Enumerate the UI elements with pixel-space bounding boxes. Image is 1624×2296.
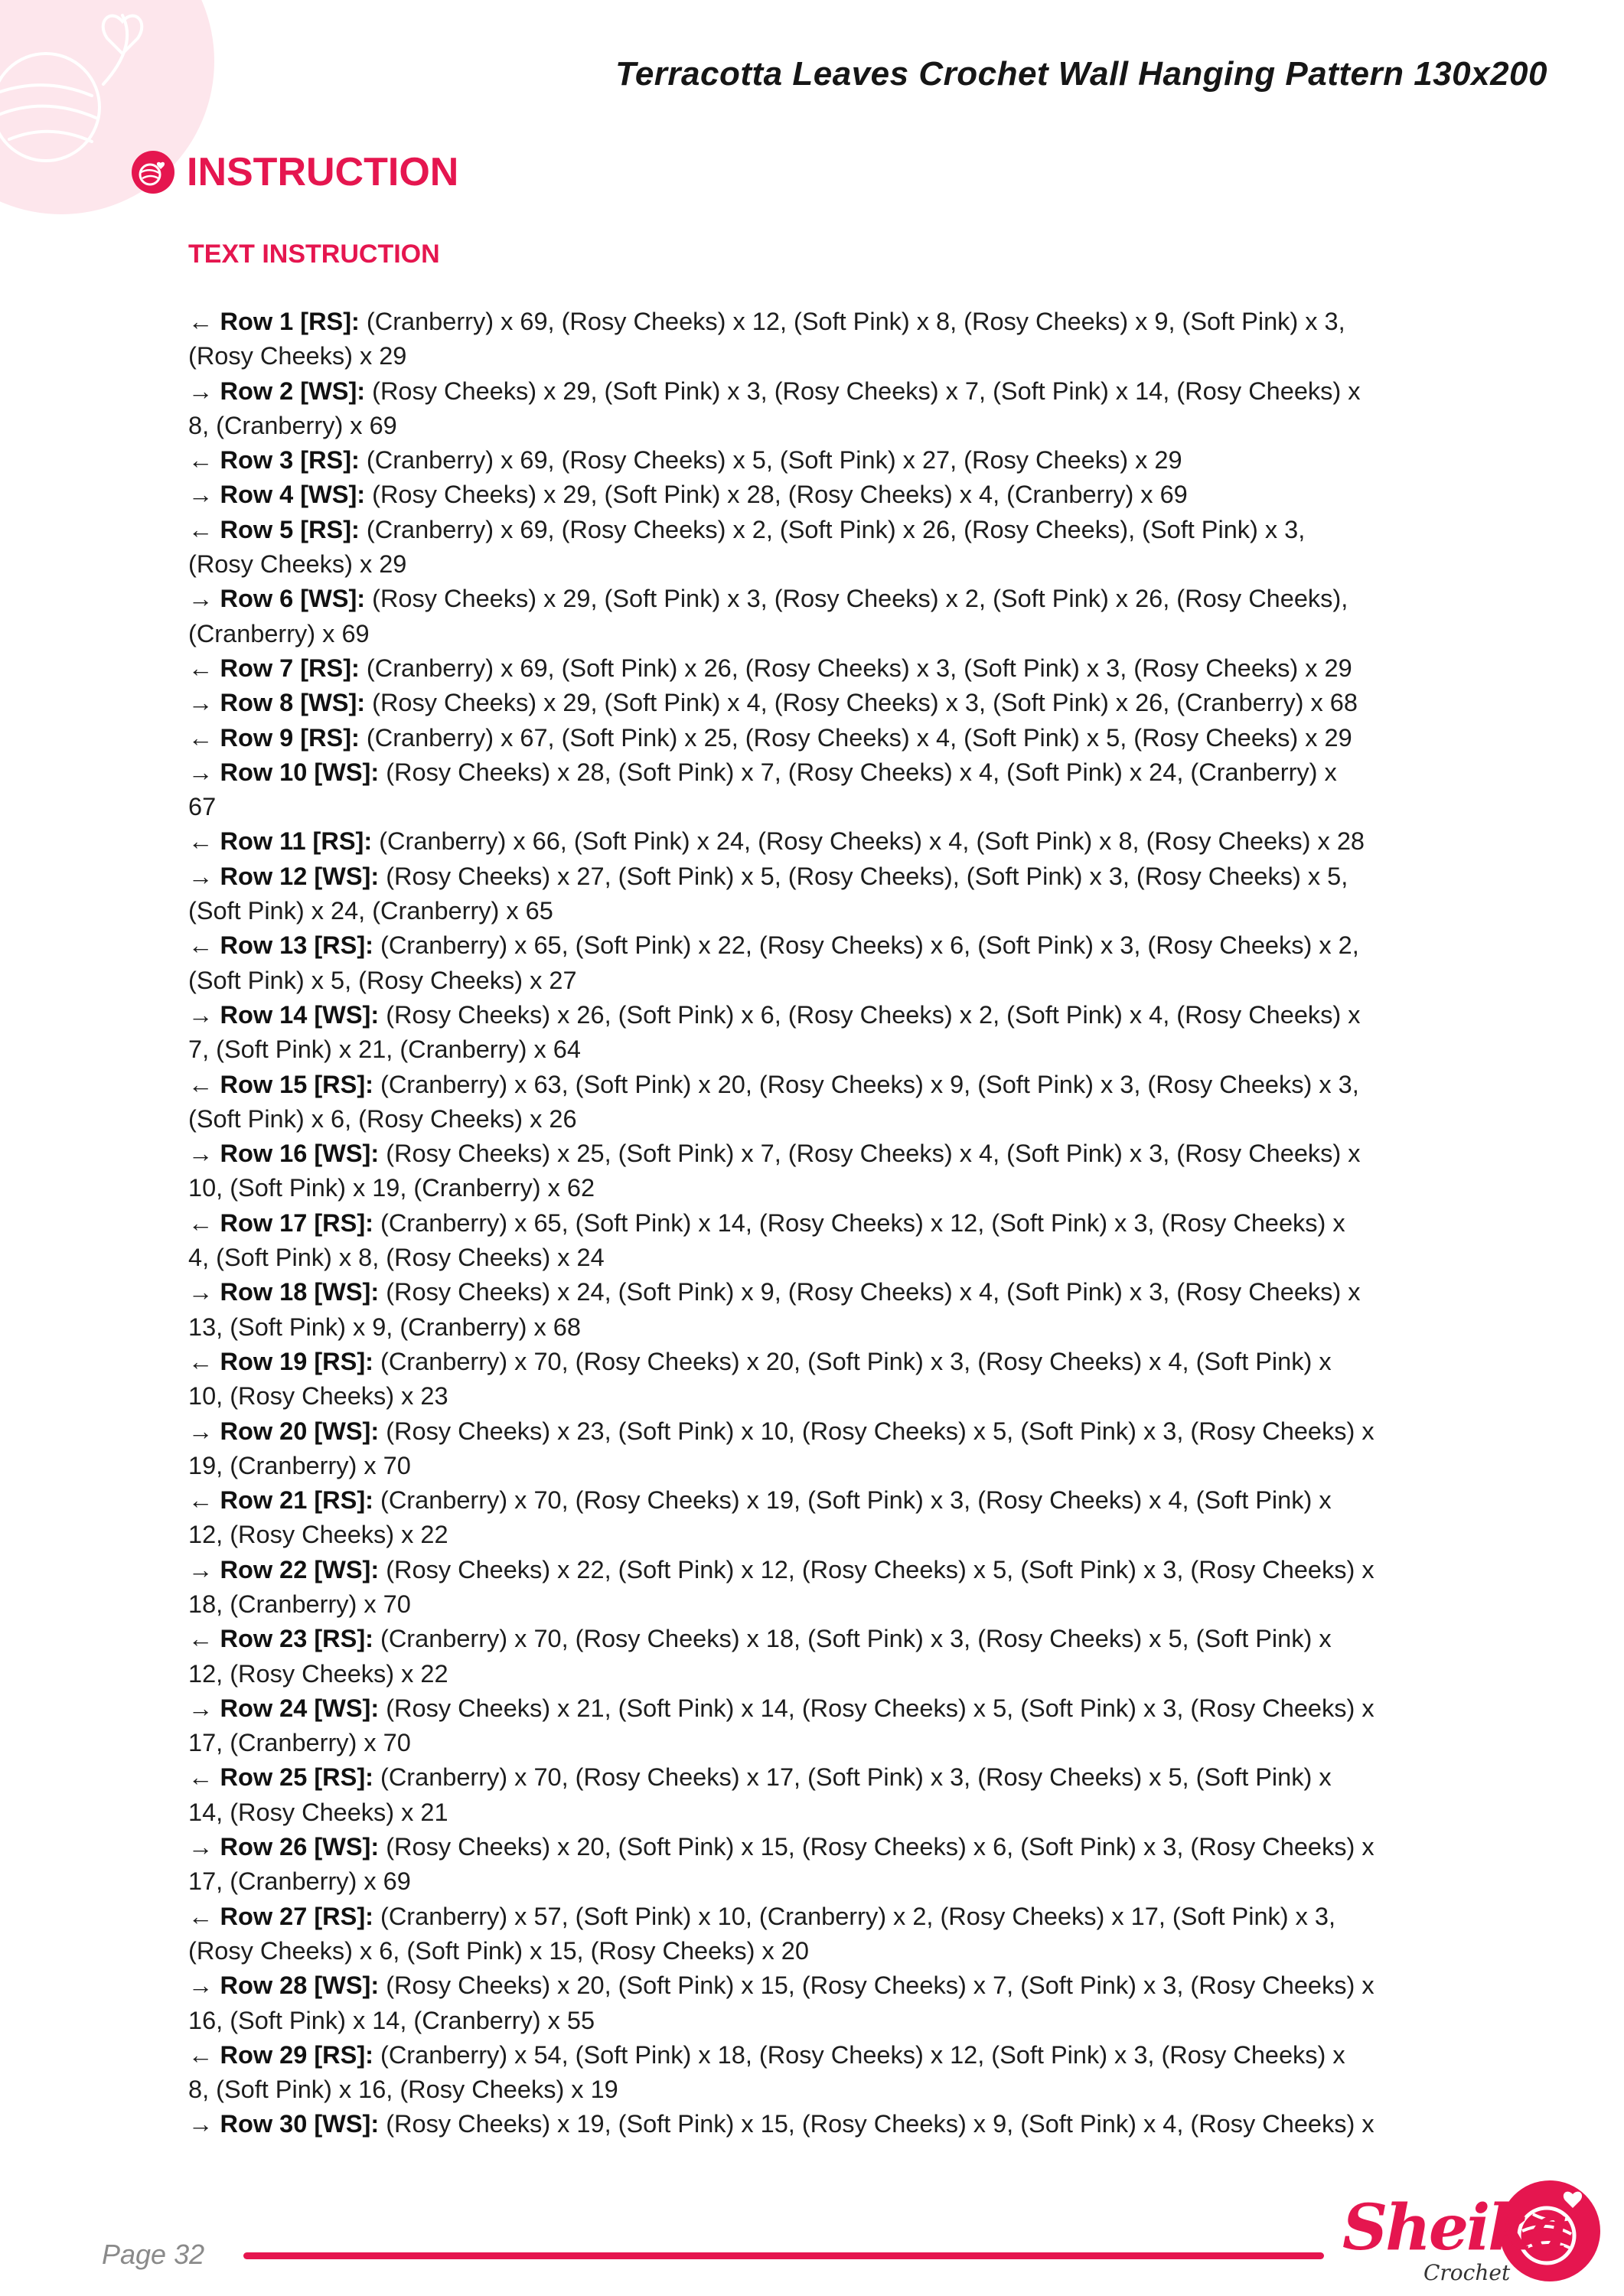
row-stitches: (Cranberry) x 69, (Rosy Cheeks) x 12, (Soft Pink) x 8, (Rosy Cheeks) x 9, (Soft Pink) x 3, xyxy=(359,308,1345,335)
row-stitches: (Rosy Cheeks) x 28, (Soft Pink) x 7, (Rosy Cheeks) x 4, (Soft Pink) x 24, (Cranberry) x xyxy=(379,758,1337,786)
row-label: Row 25 [RS]: xyxy=(220,1763,373,1792)
instruction-line xyxy=(188,2038,1420,2073)
instruction-line xyxy=(188,824,1420,859)
arrow-right-icon: → xyxy=(188,1694,214,1722)
row-stitches: (Cranberry) x 69, (Rosy Cheeks) x 2, (Soft Pink) x 26, (Rosy Cheeks), (Soft Pink) x 3, xyxy=(359,515,1306,543)
row-label: Row 24 [WS]: xyxy=(220,1694,380,1722)
instruction-line xyxy=(188,2107,1420,2141)
row-stitches: (Rosy Cheeks) x 20, (Soft Pink) x 15, (Rosy Cheeks) x 6, (Soft Pink) x 3, (Rosy Cheeks) x xyxy=(379,1833,1375,1861)
row-label: Row 4 [WS]: xyxy=(220,481,366,509)
section-title: INSTRUCTION xyxy=(187,150,459,194)
instruction-line xyxy=(188,1068,1420,1102)
row-label: Row 12 [WS]: xyxy=(220,862,380,890)
row-stitches: (Rosy Cheeks) x 29, (Soft Pink) x 3, (Rosy Cheeks) x 2, (Soft Pink) x 26, (Rosy Cheeks), xyxy=(365,585,1348,613)
row-label: Row 5 [RS]: xyxy=(220,515,360,543)
row-stitches: 12, (Rosy Cheeks) x 22 xyxy=(188,1521,448,1549)
row-stitches: (Soft Pink) x 24, (Cranberry) x 65 xyxy=(188,897,553,925)
arrow-right-icon: → xyxy=(188,2110,214,2138)
arrow-right-icon: → xyxy=(188,1278,214,1306)
row-stitches: (Cranberry) x 57, (Soft Pink) x 10, (Cranberry) x 2, (Rosy Cheeks) x 17, (Soft Pink) x 3, xyxy=(373,1902,1336,1930)
row-stitches: (Rosy Cheeks) x 22, (Soft Pink) x 12, (Rosy Cheeks) x 5, (Soft Pink) x 3, (Rosy Cheeks) x xyxy=(379,1555,1375,1583)
instruction-line xyxy=(188,1310,1420,1345)
arrow-left-icon: ← xyxy=(188,308,214,335)
instruction-line xyxy=(188,305,1420,339)
arrow-left-icon: ← xyxy=(188,515,214,543)
row-stitches: (Soft Pink) x 6, (Rosy Cheeks) x 26 xyxy=(188,1104,577,1133)
row-stitches: (Cranberry) x 65, (Soft Pink) x 14, (Rosy Cheeks) x 12, (Soft Pink) x 3, (Rosy Cheeks) x xyxy=(373,1208,1345,1237)
instruction-line xyxy=(188,755,1420,790)
instruction-line xyxy=(188,1968,1420,2003)
row-stitches: (Cranberry) x 69, (Soft Pink) x 26, (Rosy Cheeks) x 3, (Soft Pink) x 3, (Rosy Cheeks) x 29 xyxy=(359,654,1352,682)
instruction-line xyxy=(188,1102,1420,1137)
row-label: Row 2 [WS]: xyxy=(220,377,366,405)
row-label: Row 10 [WS]: xyxy=(220,758,380,786)
row-label: Row 6 [WS]: xyxy=(220,585,366,613)
row-stitches: 12, (Rosy Cheeks) x 22 xyxy=(188,1659,448,1688)
page-number: Page 32 xyxy=(102,2239,205,2270)
instruction-line xyxy=(188,859,1420,894)
instruction-line xyxy=(188,513,1420,547)
row-stitches: (Cranberry) x 70, (Rosy Cheeks) x 20, (Soft Pink) x 3, (Rosy Cheeks) x 4, (Soft Pink) x xyxy=(373,1347,1332,1375)
row-stitches: (Cranberry) x 69, (Rosy Cheeks) x 5, (Soft Pink) x 27, (Rosy Cheeks) x 29 xyxy=(359,446,1182,475)
row-stitches: (Cranberry) x 70, (Rosy Cheeks) x 18, (Soft Pink) x 3, (Rosy Cheeks) x 5, (Soft Pink) x xyxy=(373,1625,1332,1653)
instruction-line xyxy=(188,1795,1420,1830)
row-stitches: (Rosy Cheeks) x 6, (Soft Pink) x 15, (Rosy Cheeks) x 20 xyxy=(188,1936,809,1965)
instruction-line xyxy=(188,721,1420,755)
arrow-right-icon: → xyxy=(188,862,214,890)
row-stitches: (Cranberry) x 67, (Soft Pink) x 25, (Rosy Cheeks) x 4, (Soft Pink) x 5, (Rosy Cheeks) x 29 xyxy=(359,723,1352,752)
instruction-line xyxy=(188,1206,1420,1241)
instruction-line xyxy=(188,339,1420,373)
instruction-line xyxy=(188,1483,1420,1518)
arrow-right-icon: → xyxy=(188,689,214,717)
row-stitches: (Rosy Cheeks) x 29 xyxy=(188,550,407,579)
row-stitches: (Rosy Cheeks) x 29, (Soft Pink) x 3, (Rosy Cheeks) x 7, (Soft Pink) x 14, (Rosy Cheeks) x xyxy=(365,377,1361,405)
row-stitches: (Rosy Cheeks) x 25, (Soft Pink) x 7, (Rosy Cheeks) x 4, (Soft Pink) x 3, (Rosy Cheeks) x xyxy=(379,1140,1361,1168)
document-title: Terracotta Leaves Crochet Wall Hanging Pattern 130x200 xyxy=(615,55,1547,93)
row-label: Row 29 [RS]: xyxy=(220,2040,373,2069)
row-label: Row 1 [RS]: xyxy=(220,308,360,335)
instruction-line xyxy=(188,1760,1420,1795)
logo-sub-text: Crochet xyxy=(1423,2260,1511,2285)
row-stitches: 10, (Soft Pink) x 19, (Cranberry) x 62 xyxy=(188,1174,595,1202)
row-stitches: (Soft Pink) x 5, (Rosy Cheeks) x 27 xyxy=(188,966,577,994)
row-label: Row 3 [RS]: xyxy=(220,446,360,475)
row-stitches: (Rosy Cheeks) x 24, (Soft Pink) x 9, (Rosy Cheeks) x 4, (Soft Pink) x 3, (Rosy Cheeks) x xyxy=(379,1278,1361,1306)
instruction-line xyxy=(188,547,1420,582)
row-label: Row 11 [RS]: xyxy=(220,827,373,856)
instruction-line xyxy=(188,964,1420,998)
row-label: Row 14 [WS]: xyxy=(220,1000,380,1029)
brand-logo xyxy=(1332,2177,1607,2292)
row-label: Row 16 [WS]: xyxy=(220,1140,380,1168)
row-stitches: (Rosy Cheeks) x 29 xyxy=(188,342,407,370)
row-stitches: 8, (Cranberry) x 69 xyxy=(188,411,397,439)
row-stitches: (Cranberry) x 70, (Rosy Cheeks) x 17, (Soft Pink) x 3, (Rosy Cheeks) x 5, (Soft Pink) x xyxy=(373,1763,1332,1792)
instruction-line xyxy=(188,1553,1420,1587)
row-label: Row 27 [RS]: xyxy=(220,1902,373,1930)
row-label: Row 17 [RS]: xyxy=(220,1208,373,1237)
row-stitches: 19, (Cranberry) x 70 xyxy=(188,1451,411,1479)
arrow-left-icon: ← xyxy=(188,446,214,475)
row-label: Row 21 [RS]: xyxy=(220,1486,373,1515)
row-label: Row 18 [WS]: xyxy=(220,1278,380,1306)
instruction-line xyxy=(188,409,1420,443)
instruction-line xyxy=(188,1518,1420,1552)
instruction-line xyxy=(188,2004,1420,2038)
row-stitches: (Rosy Cheeks) x 20, (Soft Pink) x 15, (Rosy Cheeks) x 7, (Soft Pink) x 3, (Rosy Cheeks) x xyxy=(379,1971,1375,2000)
row-stitches: (Cranberry) x 65, (Soft Pink) x 22, (Rosy Cheeks) x 6, (Soft Pink) x 3, (Rosy Cheeks) x 2, xyxy=(373,931,1359,960)
arrow-left-icon: ← xyxy=(188,827,214,856)
row-stitches: (Cranberry) x 69 xyxy=(188,619,370,647)
instruction-line xyxy=(188,1241,1420,1275)
row-stitches: 7, (Soft Pink) x 21, (Cranberry) x 64 xyxy=(188,1035,581,1064)
arrow-right-icon: → xyxy=(188,758,214,786)
arrow-left-icon: ← xyxy=(188,1902,214,1930)
row-stitches: (Cranberry) x 70, (Rosy Cheeks) x 19, (Soft Pink) x 3, (Rosy Cheeks) x 4, (Soft Pink) x xyxy=(373,1486,1332,1515)
section-header xyxy=(130,149,458,195)
row-label: Row 9 [RS]: xyxy=(220,723,360,752)
arrow-right-icon: → xyxy=(188,377,214,405)
arrow-right-icon: → xyxy=(188,1833,214,1861)
instruction-line xyxy=(188,478,1420,512)
row-stitches: 13, (Soft Pink) x 9, (Cranberry) x 68 xyxy=(188,1313,581,1341)
row-label: Row 30 [WS]: xyxy=(220,2110,380,2138)
row-stitches: 67 xyxy=(188,793,217,821)
row-label: Row 23 [RS]: xyxy=(220,1625,373,1653)
row-stitches: 18, (Cranberry) x 70 xyxy=(188,1590,411,1618)
arrow-left-icon: ← xyxy=(188,931,214,960)
instruction-line xyxy=(188,651,1420,686)
row-stitches: 4, (Soft Pink) x 8, (Rosy Cheeks) x 24 xyxy=(188,1244,605,1272)
row-stitches: (Rosy Cheeks) x 23, (Soft Pink) x 10, (Rosy Cheeks) x 5, (Soft Pink) x 3, (Rosy Cheeks) x xyxy=(379,1417,1375,1445)
instruction-line xyxy=(188,1171,1420,1205)
row-stitches: (Rosy Cheeks) x 26, (Soft Pink) x 6, (Rosy Cheeks) x 2, (Soft Pink) x 4, (Rosy Cheeks) x xyxy=(379,1000,1361,1029)
instruction-line xyxy=(188,1414,1420,1449)
arrow-right-icon: → xyxy=(188,1971,214,2000)
row-label: Row 22 [WS]: xyxy=(220,1555,380,1583)
row-stitches: 8, (Soft Pink) x 16, (Rosy Cheeks) x 19 xyxy=(188,2076,618,2104)
arrow-left-icon: ← xyxy=(188,2040,214,2069)
arrow-right-icon: → xyxy=(188,481,214,509)
arrow-right-icon: → xyxy=(188,1140,214,1168)
row-label: Row 26 [WS]: xyxy=(220,1833,380,1861)
instruction-line xyxy=(188,790,1420,824)
instruction-line xyxy=(188,1137,1420,1171)
instruction-rows xyxy=(188,305,1420,2142)
instruction-line xyxy=(188,1934,1420,1968)
row-stitches: (Rosy Cheeks) x 29, (Soft Pink) x 4, (Rosy Cheeks) x 3, (Soft Pink) x 26, (Cranberry) x 68 xyxy=(365,689,1358,717)
row-stitches: 16, (Soft Pink) x 14, (Cranberry) x 55 xyxy=(188,2006,595,2034)
instruction-line xyxy=(188,998,1420,1032)
row-stitches: 17, (Cranberry) x 69 xyxy=(188,1867,411,1896)
row-stitches: (Rosy Cheeks) x 19, (Soft Pink) x 15, (Rosy Cheeks) x 9, (Soft Pink) x 4, (Rosy Cheeks) x xyxy=(379,2110,1375,2138)
row-stitches: (Rosy Cheeks) x 27, (Soft Pink) x 5, (Rosy Cheeks), (Soft Pink) x 3, (Rosy Cheeks) x 5, xyxy=(379,862,1348,890)
instruction-line xyxy=(188,1379,1420,1414)
logo-brand-text: Sheika xyxy=(1342,2191,1568,2265)
arrow-left-icon: ← xyxy=(188,654,214,682)
instruction-line xyxy=(188,894,1420,928)
instruction-line xyxy=(188,1657,1420,1691)
row-stitches: (Rosy Cheeks) x 29, (Soft Pink) x 28, (Rosy Cheeks) x 4, (Cranberry) x 69 xyxy=(365,481,1188,509)
arrow-left-icon: ← xyxy=(188,1486,214,1515)
arrow-right-icon: → xyxy=(188,1000,214,1029)
row-stitches: 14, (Rosy Cheeks) x 21 xyxy=(188,1798,448,1826)
row-label: Row 7 [RS]: xyxy=(220,654,360,682)
arrow-right-icon: → xyxy=(188,1417,214,1445)
row-label: Row 20 [WS]: xyxy=(220,1417,380,1445)
instruction-line xyxy=(188,928,1420,963)
instruction-line xyxy=(188,1345,1420,1379)
arrow-right-icon: → xyxy=(188,585,214,613)
instruction-line xyxy=(188,1587,1420,1622)
instruction-line xyxy=(188,443,1420,478)
row-stitches: (Cranberry) x 63, (Soft Pink) x 20, (Rosy Cheeks) x 9, (Soft Pink) x 3, (Rosy Cheeks) x 3, xyxy=(373,1070,1359,1098)
row-label: Row 15 [RS]: xyxy=(220,1070,373,1098)
footer-divider xyxy=(243,2252,1324,2259)
row-stitches: (Rosy Cheeks) x 21, (Soft Pink) x 14, (Rosy Cheeks) x 5, (Soft Pink) x 3, (Rosy Cheeks) x xyxy=(379,1694,1375,1722)
instruction-line xyxy=(188,1275,1420,1309)
instruction-line xyxy=(188,1622,1420,1656)
row-stitches: (Cranberry) x 66, (Soft Pink) x 24, (Rosy Cheeks) x 4, (Soft Pink) x 8, (Rosy Cheeks) x 28 xyxy=(372,827,1365,856)
row-label: Row 28 [WS]: xyxy=(220,1971,380,2000)
instruction-line xyxy=(188,1830,1420,1864)
row-stitches: 17, (Cranberry) x 70 xyxy=(188,1729,411,1757)
instruction-line xyxy=(188,617,1420,651)
instruction-line xyxy=(188,1864,1420,1899)
instruction-line xyxy=(188,1449,1420,1483)
instruction-line xyxy=(188,1032,1420,1067)
arrow-left-icon: ← xyxy=(188,1763,214,1792)
instruction-line xyxy=(188,1691,1420,1726)
subsection-title: TEXT INSTRUCTION xyxy=(188,240,440,269)
instruction-line xyxy=(188,1900,1420,1934)
arrow-left-icon: ← xyxy=(188,1625,214,1653)
instruction-line xyxy=(188,374,1420,409)
instruction-line xyxy=(188,1726,1420,1760)
row-label: Row 19 [RS]: xyxy=(220,1347,373,1375)
yarn-ball-icon xyxy=(130,149,176,195)
instruction-line xyxy=(188,2073,1420,2107)
row-label: Row 8 [WS]: xyxy=(220,689,366,717)
instruction-line xyxy=(188,686,1420,720)
row-stitches: 10, (Rosy Cheeks) x 23 xyxy=(188,1382,448,1411)
row-label: Row 13 [RS]: xyxy=(220,931,373,960)
arrow-left-icon: ← xyxy=(188,1070,214,1098)
arrow-left-icon: ← xyxy=(188,723,214,752)
row-stitches: (Cranberry) x 54, (Soft Pink) x 18, (Rosy Cheeks) x 12, (Soft Pink) x 3, (Rosy Cheeks) x xyxy=(373,2040,1345,2069)
arrow-right-icon: → xyxy=(188,1555,214,1583)
arrow-left-icon: ← xyxy=(188,1208,214,1237)
instruction-line xyxy=(188,582,1420,616)
arrow-left-icon: ← xyxy=(188,1347,214,1375)
